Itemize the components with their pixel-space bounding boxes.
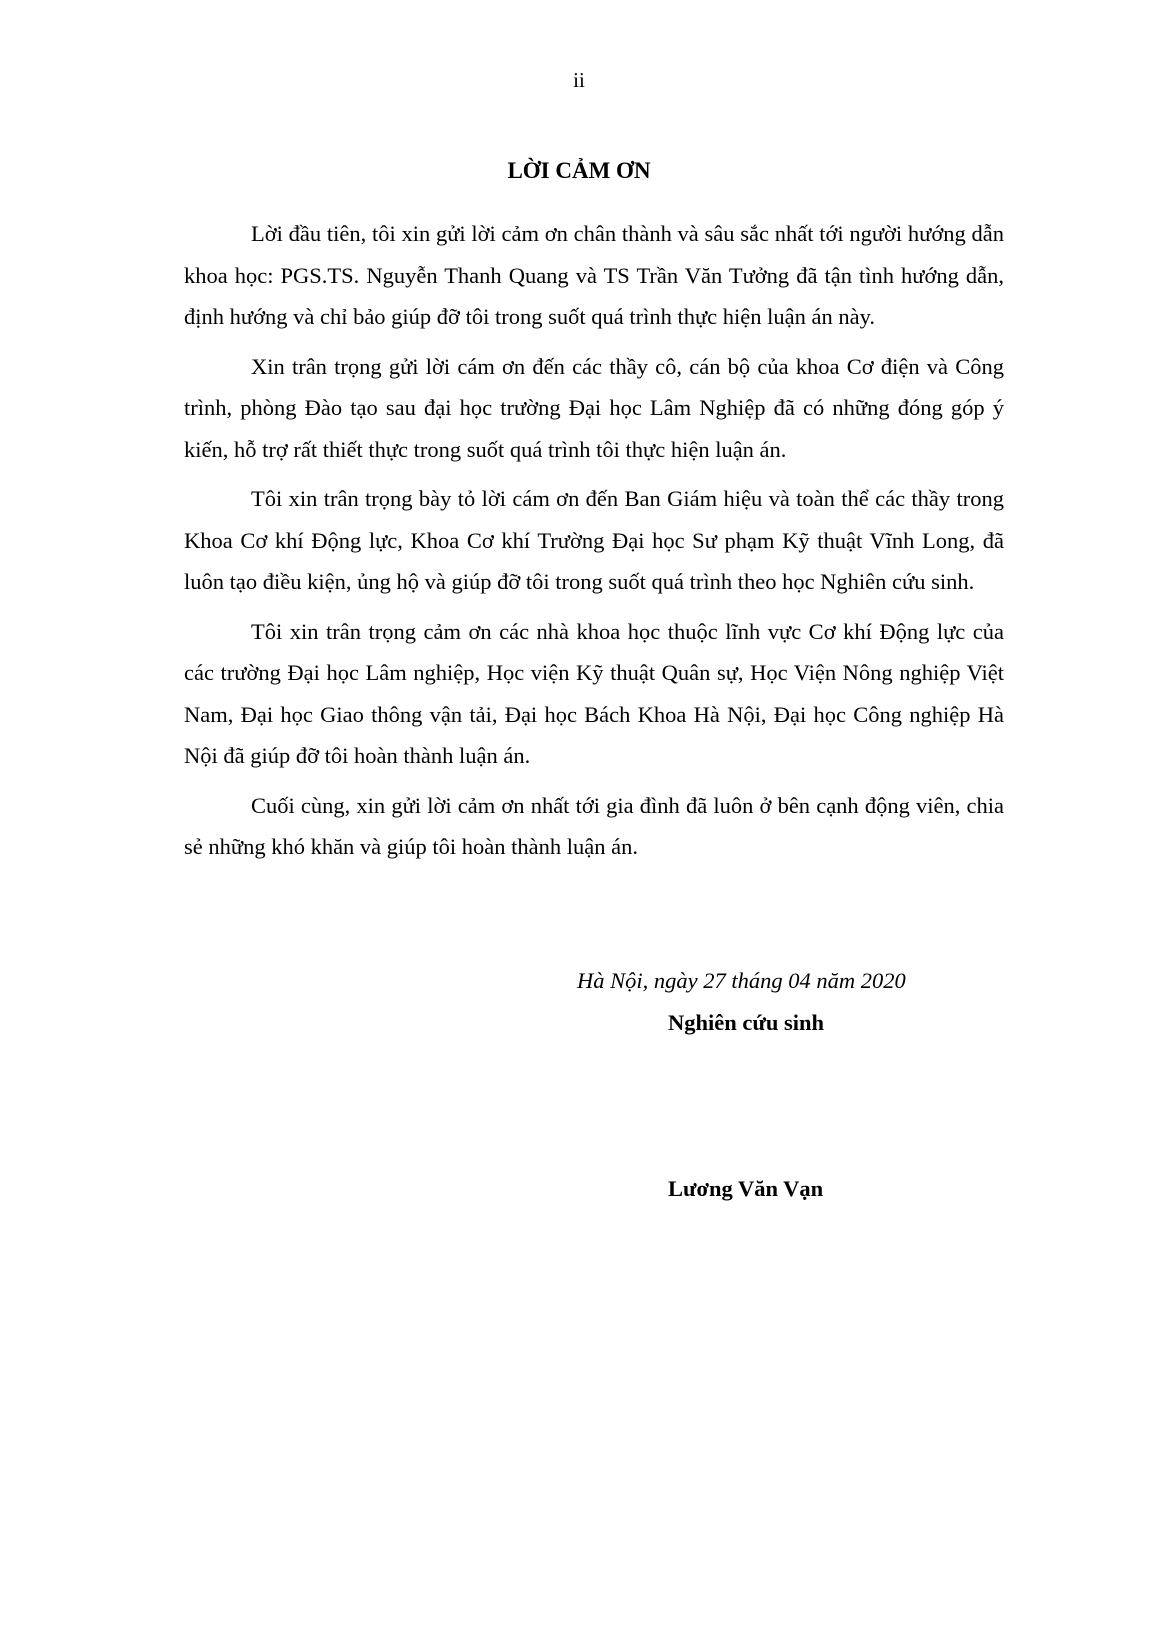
paragraph-university-board: Tôi xin trân trọng bày tỏ lời cám ơn đến Ban Giám hiệu và toàn thể các thầy trong Khoa Cơ khí Động lực, Khoa Cơ khí Trường Đại học Sư phạm Kỹ thuật Vĩnh Long, đã luôn tạo điều kiện, ủng hộ và giúp đỡ tôi trong suốt quá trình theo học Nghiên cứu sinh.: [184, 486, 1004, 594]
acknowledgement-body: [184, 213, 1004, 876]
page-number: ii: [573, 68, 585, 92]
signer-name: Lương Văn Vạn: [668, 1176, 824, 1201]
paragraph-advisors: Lời đầu tiên, tôi xin gửi lời cảm ơn chân thành và sâu sắc nhất tới người hướng dẫn khoa học: PGS.TS. Nguyễn Thanh Quang và TS Trần Văn Tưởng đã tận tình hướng dẫn, định hướng và chỉ bảo giúp đỡ tôi trong suốt quá trình thực hiện luận án này.: [184, 221, 1004, 329]
paragraph-family: Cuối cùng, xin gửi lời cảm ơn nhất tới gia đình đã luôn ở bên cạnh động viên, chia sẻ những khó khăn và giúp tôi hoàn thành luận án.: [184, 792, 1004, 859]
paragraph-scientists: Tôi xin trân trọng cảm ơn các nhà khoa học thuộc lĩnh vực Cơ khí Động lực của các trường Đại học Lâm nghiệp, Học viện Kỹ thuật Quân sự, Học Viện Nông nghiệp Việt Nam, Đại học Giao thông vận tải, Đại học Bách Khoa Hà Nội, Đại học Công nghiệp Hà Nội đã giúp đỡ tôi hoàn thành luận án.: [184, 618, 1004, 768]
date-line: Hà Nội, ngày 27 tháng 04 năm 2020: [577, 968, 906, 993]
signer-role: Nghiên cứu sinh: [668, 1010, 825, 1035]
page-title: LỜI CẢM ƠN: [507, 158, 651, 183]
paragraph-faculty: Xin trân trọng gửi lời cám ơn đến các thầy cô, cán bộ của khoa Cơ điện và Công trình, phòng Đào tạo sau đại học trường Đại học Lâm Nghiệp đã có những đóng góp ý kiến, hỗ trợ rất thiết thực trong suốt quá trình tôi thực hiện luận án.: [184, 353, 1004, 462]
